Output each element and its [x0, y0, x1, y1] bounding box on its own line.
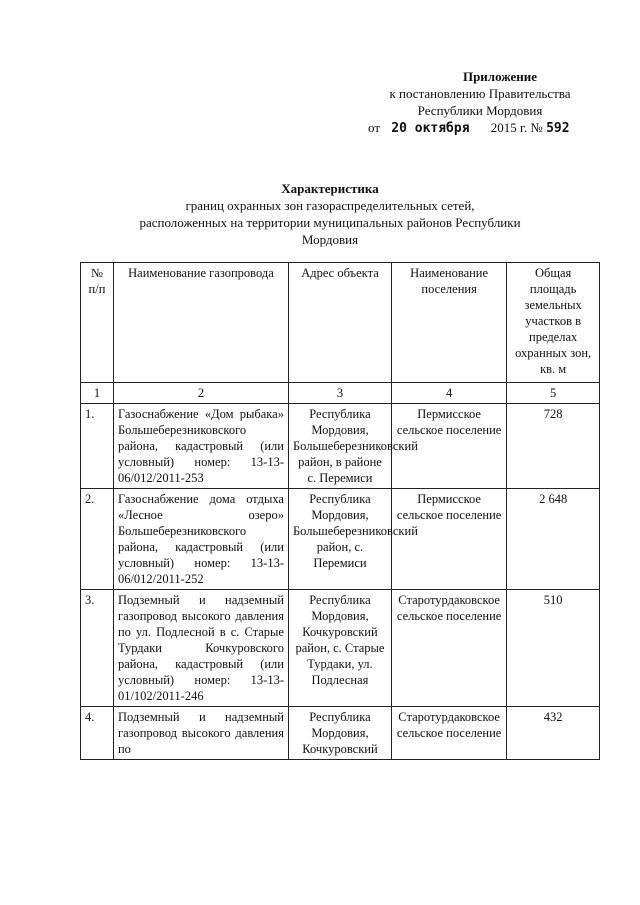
row-address: Республика Мордовия, Большеберезниковский район, в районе с. Перемиси: [288, 404, 391, 489]
appendix-line-1: к постановлению Правительства: [389, 86, 571, 101]
index-cell: 1: [81, 383, 114, 404]
row-address: Республика Мордовия, Кочкуровский район, с. Старые Турдаки, ул. Подлесная: [288, 590, 391, 707]
table-row: [81, 404, 600, 489]
index-cell: 5: [507, 383, 600, 404]
row-area: 2 648: [507, 489, 600, 590]
row-address: Республика Мордовия, Кочкуровский: [288, 707, 391, 760]
table-row: [81, 489, 600, 590]
header-pipeline-name: Наименование газопровода: [113, 263, 288, 383]
date-year: 2015 г. №: [490, 120, 543, 135]
table-header-row: [81, 263, 600, 383]
appendix-date-line: [368, 120, 570, 136]
row-pipeline-name: Газоснабжение «Дом рыбака» Большеберезниковского района, кадастровый (или условный) номер: 13-13-06/012/2011-253: [113, 404, 288, 489]
date-handwritten: 20 октября: [391, 121, 470, 136]
header-area: Общая площадь земельных участков в пределах охранных зон, кв. м: [507, 263, 600, 383]
header-address: Адрес объекта: [288, 263, 391, 383]
header-num: № п/п: [81, 263, 114, 383]
row-area: 432: [507, 707, 600, 760]
row-area: 728: [507, 404, 600, 489]
row-pipeline-name: Подземный и надземный газопровод высокого давления по ул. Подлесной в с. Старые Турдаки Кочкуровского района, кадастровый (или условный) номер: 13-13-01/102/2011-246: [113, 590, 288, 707]
row-pipeline-name: Подземный и надземный газопровод высокого давления по: [113, 707, 288, 760]
row-num: 4.: [81, 707, 114, 760]
header-settlement: Наименование поселения: [391, 263, 506, 383]
row-num: 1.: [81, 404, 114, 489]
document-subtitle-1: границ охранных зон газораспределительных сетей,: [185, 198, 475, 213]
table-row: [81, 590, 600, 707]
appendix-line-2: Республики Мордовия: [417, 103, 543, 118]
row-address: Республика Мордовия, Большеберезниковский район, с. Перемиси: [288, 489, 391, 590]
document-subtitle-2: расположенных на территории муниципальных районов Республики: [139, 215, 521, 230]
table-index-row: [81, 383, 600, 404]
index-cell: 3: [288, 383, 391, 404]
row-pipeline-name: Газоснабжение дома отдыха «Лесное озеро» Большеберезниковского района, кадастровый (или условный) номер: 13-13-06/012/2011-252: [113, 489, 288, 590]
table-row: [81, 707, 600, 760]
index-cell: 2: [113, 383, 288, 404]
document-title-block: [80, 180, 580, 248]
appendix-block: [360, 68, 600, 119]
index-cell: 4: [391, 383, 506, 404]
row-settlement: Пермисское сельское поселение: [391, 404, 506, 489]
row-num: 3.: [81, 590, 114, 707]
document-subtitle-3: Мордовия: [301, 232, 359, 247]
row-area: 510: [507, 590, 600, 707]
date-prefix: от: [368, 120, 381, 135]
protection-zones-table: [80, 262, 600, 760]
row-settlement: Старотурдаковское сельское поселение: [391, 590, 506, 707]
row-settlement: Пермисское сельское поселение: [391, 489, 506, 590]
appendix-title: Приложение: [462, 69, 538, 84]
row-settlement: Старотурдаковское сельское поселение: [391, 707, 506, 760]
row-num: 2.: [81, 489, 114, 590]
document-title: Характеристика: [281, 181, 379, 196]
decree-number: 592: [546, 121, 570, 136]
